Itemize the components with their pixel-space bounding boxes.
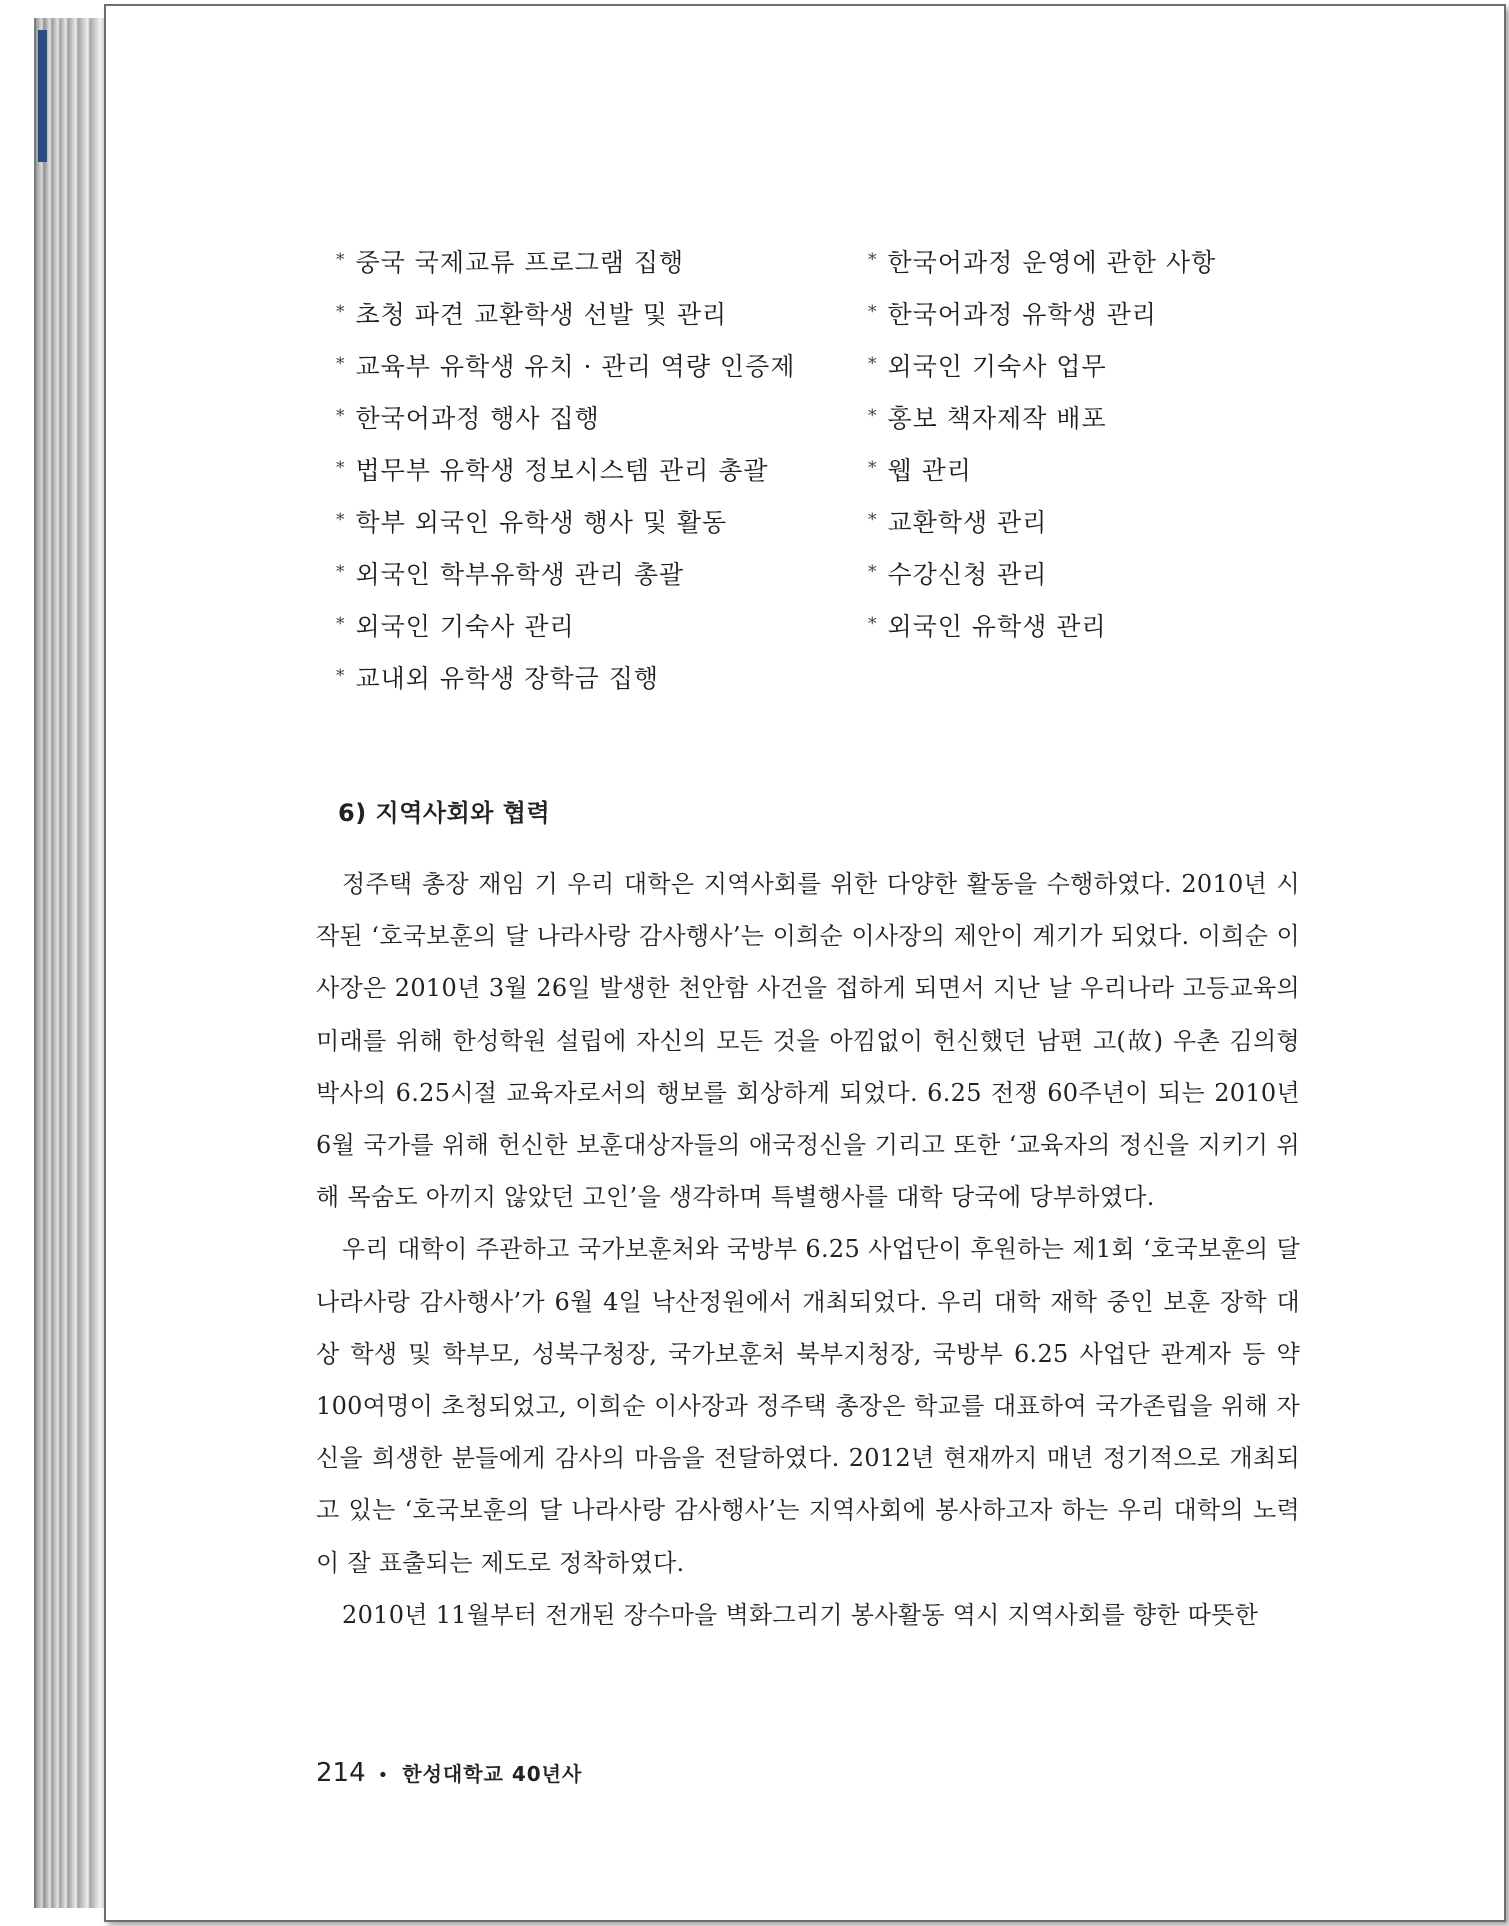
- bullet-asterisk: *: [868, 354, 878, 374]
- bullet-asterisk: *: [868, 510, 878, 530]
- duty-item: [868, 494, 1319, 546]
- duty-item-text: 홍보 책자제작 배포: [887, 404, 1107, 433]
- duty-item-text: 법무부 유학생 정보시스템 관리 총괄: [355, 456, 769, 485]
- duty-item: [336, 650, 868, 702]
- book-title: 한성대학교 40년사: [402, 1762, 583, 1786]
- duty-list: [336, 234, 1319, 702]
- duty-item: [336, 390, 868, 442]
- duty-item-text: 외국인 유학생 관리: [887, 612, 1107, 641]
- duty-item: [336, 598, 868, 650]
- bullet-asterisk: *: [336, 250, 346, 270]
- duty-item: [336, 338, 868, 390]
- duty-item-text: 외국인 기숙사 업무: [887, 352, 1107, 381]
- bullet-asterisk: *: [868, 250, 878, 270]
- duty-item: [336, 494, 868, 546]
- book-page-edges: [34, 18, 108, 1908]
- duty-item: [868, 234, 1319, 286]
- bullet-asterisk: *: [868, 458, 878, 478]
- duty-item: [868, 390, 1319, 442]
- bullet-asterisk: *: [336, 302, 346, 322]
- duty-item-text: 한국어과정 운영에 관한 사항: [887, 248, 1217, 277]
- duty-item-text: 초청 파견 교환학생 선발 및 관리: [355, 300, 728, 329]
- bullet-asterisk: *: [336, 614, 346, 634]
- duty-item-text: 수강신청 관리: [887, 560, 1048, 589]
- duty-item-text: 한국어과정 유학생 관리: [887, 300, 1157, 329]
- duty-item-text: 교육부 유학생 유치 · 관리 역량 인증제: [355, 352, 796, 381]
- duty-list-left-column: [336, 234, 868, 702]
- bullet-asterisk: *: [868, 614, 878, 634]
- bullet-asterisk: *: [336, 666, 346, 686]
- duty-item-text: 외국인 학부유학생 관리 총괄: [355, 560, 685, 589]
- duty-item: [336, 234, 868, 286]
- body-text: [316, 858, 1300, 1641]
- duty-item-text: 외국인 기숙사 관리: [355, 612, 575, 641]
- duty-item: [868, 598, 1319, 650]
- duty-item: [868, 442, 1319, 494]
- cover-edge-accent: [38, 30, 47, 162]
- bullet-asterisk: *: [336, 562, 346, 582]
- duty-list-right-column: [868, 234, 1319, 702]
- bullet-asterisk: *: [868, 562, 878, 582]
- duty-item: [868, 286, 1319, 338]
- bullet-asterisk: *: [336, 406, 346, 426]
- duty-item: [336, 546, 868, 598]
- duty-item: [868, 338, 1319, 390]
- duty-item-text: 웹 관리: [887, 456, 972, 485]
- page-number: 214: [316, 1758, 366, 1788]
- duty-item: [336, 286, 868, 338]
- duty-item-text: 중국 국제교류 프로그램 집행: [355, 248, 685, 277]
- duty-item-text: 교환학생 관리: [887, 508, 1048, 537]
- section-heading: 6) 지역사회와 협력: [338, 799, 551, 827]
- duty-item-text: 학부 외국인 유학생 행사 및 활동: [355, 508, 728, 537]
- duty-item-text: 한국어과정 행사 집행: [355, 404, 600, 433]
- paragraph: 정주택 총장 재임 기 우리 대학은 지역사회를 위한 다양한 활동을 수행하였다. 2010년 시작된 ‘호국보훈의 달 나라사랑 감사행사’는 이희순 이사장의 제안이 계기가 되었다. 이희순 이사장은 2010년 3월 26일 발생한 천안함 사건을 접하게 되면서 지난 날 우리나라 고등교육의 미래를 위해 한성학원 설립에 자신의 모든 것을 아낌없이 헌신했던 남편 고(故) 우촌 김의형 박사의 6.25시절 교육자로서의 행보를 회상하게 되었다. 6.25 전쟁 60주년이 되는 2010년 6월 국가를 위해 헌신한 보훈대상자들의 애국정신을 기리고 또한 ‘교육자의 정신을 지키기 위해 목숨도 아끼지 않았던 고인’을 생각하며 특별행사를 대학 당국에 당부하였다.: [316, 870, 1300, 1212]
- page-footer: [316, 1758, 582, 1788]
- paragraph: 2010년 11월부터 전개된 장수마을 벽화그리기 봉사활동 역시 지역사회를 향한 따뜻한: [342, 1600, 1259, 1629]
- bullet-asterisk: *: [868, 302, 878, 322]
- footer-separator: •: [377, 1765, 389, 1786]
- duty-item-text: 교내외 유학생 장학금 집행: [355, 664, 659, 693]
- duty-item: [868, 546, 1319, 598]
- bullet-asterisk: *: [868, 406, 878, 426]
- paragraph: 우리 대학이 주관하고 국가보훈처와 국방부 6.25 사업단이 후원하는 제1회 ‘호국보훈의 달 나라사랑 감사행사’가 6월 4일 낙산정원에서 개최되었다. 우리 대학 재학 중인 보훈 장학 대상 학생 및 학부모, 성북구청장, 국가보훈처 북부지청장, 국방부 6.25 사업단 관계자 등 약 100여명이 초청되었고, 이희순 이사장과 정주택 총장은 학교를 대표하여 국가존립을 위해 자신을 희생한 분들에게 감사의 마음을 전달하였다. 2012년 현재까지 매년 정기적으로 개최되고 있는 ‘호국보훈의 달 나라사랑 감사행사’는 지역사회에 봉사하고자 하는 우리 대학의 노력이 잘 표출되는 제도로 정착하였다.: [316, 1235, 1300, 1577]
- bullet-asterisk: *: [336, 458, 346, 478]
- duty-item: [336, 442, 868, 494]
- bullet-asterisk: *: [336, 510, 346, 530]
- bullet-asterisk: *: [336, 354, 346, 374]
